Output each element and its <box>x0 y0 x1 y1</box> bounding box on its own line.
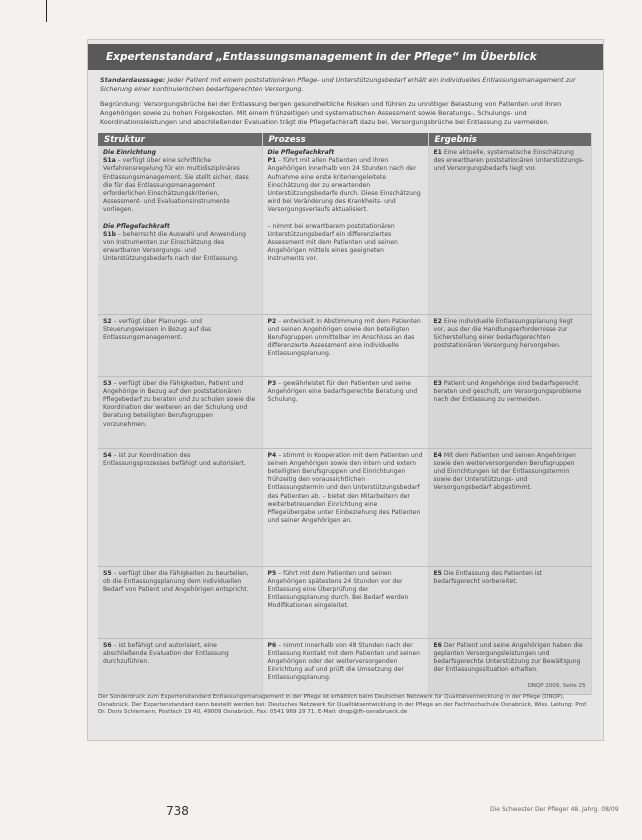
criterion-text: – beherrscht die Auswahl und Anwendung von Instrumenten zur Einschätzung des erwartbaren Versorgungs- und Unterstützungsbedarfs nach der Entlassung. <box>103 230 247 263</box>
page-number: 738 <box>166 804 189 818</box>
header-ergebnis: Ergebnis <box>428 133 591 146</box>
header-prozess: Prozess <box>262 133 428 146</box>
criterion-code: P3 <box>267 379 277 387</box>
criterion-code: S6 <box>103 641 112 649</box>
header-struktur: Struktur <box>98 133 262 146</box>
cell-paragraph <box>103 223 257 264</box>
binding-mark <box>46 0 47 22</box>
table-row <box>98 376 591 448</box>
criterion-code: S4 <box>103 451 112 459</box>
cell-prozess <box>262 314 428 376</box>
cell-paragraph <box>434 149 586 174</box>
table-citation: DNQP 2009, Seite 25 <box>527 683 586 690</box>
table-row <box>98 314 591 376</box>
cell-prozess <box>262 638 428 694</box>
table-row <box>98 146 591 314</box>
rationale-text: Begründung: Versorgungsbrüche bei der Entlassung bergen gesundheitliche Risiken und führen zu unnötiger Belastung von Patienten und ihren Angehörigen sowie zu hohen Folgekosten. Mit einem frühzeitigen und systematischen Assessment sowie Beratungs-, Schulungs- und Koordinationsleistungen und abschließender Evaluation trägt die Pflegefachkraft dazu bei, Versorgungsbrüche bei Entlassung zu vermeiden. <box>100 100 562 126</box>
criterion-code: P1 <box>267 157 277 165</box>
cell-ergebnis <box>428 376 591 448</box>
criterion-text: – verfügt über eine schriftliche Verfahrensregelung für ein multidisziplinäres Entlassungsmanagement. Sie stellt sicher, dass die für das Entlassungsmanagement erforderlichen Einschätzungskriterien, Assessment- und Evaluationsinstrumente vorliegen. <box>103 157 249 214</box>
criterion-code: P6 <box>267 641 277 649</box>
criterion-text: Eine aktuelle, systematische Einschätzung des erwartbaren poststationären Unterstützungs- und Versorgungsbedarfs liegt vor. <box>433 149 585 173</box>
cell-paragraph <box>268 642 423 683</box>
criterion-text: – nimmt innerhalb von 48 Stunden nach der Entlassung Kontakt mit dem Patienten und seinen Angehörigen oder der weiterversorgenden Einrichtung auf und prüft die Umsetzung der Entlassungsplanung. <box>267 641 421 682</box>
criterion-text: – nimmt bei erwartbarem poststationären Unterstützungsbedarf ein differenziertes Assessment mit dem Patienten und seinen Angehörigen mittels eines geeigneten Instruments vor. <box>267 222 398 263</box>
criterion-code: S1a <box>103 157 116 165</box>
table-row <box>98 638 591 694</box>
criterion-code: E6 <box>433 641 442 649</box>
cell-heading: Die Pflegefachkraft <box>267 149 335 156</box>
cell-ergebnis <box>428 146 591 314</box>
cell-ergebnis <box>428 638 591 694</box>
criterion-code: E1 <box>433 149 442 156</box>
cell-struktur <box>98 376 262 448</box>
criterion-code: S5 <box>103 569 112 577</box>
criterion-text: Patient und Angehörige sind bedarfsgerecht beraten und geschult, um Versorgungsprobleme nach der Entlassung zu vermeiden. <box>433 379 582 403</box>
criterion-text: Mit dem Patienten und seinen Angehörigen sowie den weiterversorgenden Berufsgruppen und Einrichtungen ist der Entlassungstermin sowie der Unterstützungs- und Versorgungsbedarf abgestimmt. <box>433 451 576 492</box>
criterion-code: E4 <box>433 451 442 459</box>
criterion-text: – ist zur Koordination des Entlassungsprozesses befähigt und autorisiert. <box>103 451 246 467</box>
footer-note: Der Sonderdruck zum Expertenstandard Entlassungsmanagement in der Pflege ist erhältlich beim Deutschen Netzwerk für Qualitätsentwicklung in der Pflege (DNQP), Osnabrück. Der Expertenstandard kann bestellt werden bei: Deutsches Netzwerk für Qualitätsentwicklung in der Pflege an der Fachhochschule Osnabrück, Wiss. Leitung: Prof. Dr. Doris Schiemann, Postfach 19 40, 49009 Osnabrück, Fax: 0541 969 29 71, E-Mail: dnqp@fh-osnabrueck.de <box>98 694 588 716</box>
criterion-code: P5 <box>267 569 277 577</box>
cell-heading: Die Einrichtung <box>103 149 156 156</box>
cell-paragraph <box>268 318 423 359</box>
cell-prozess <box>262 448 428 566</box>
cell-paragraph <box>103 452 257 468</box>
criterion-code: S1b <box>103 230 116 238</box>
criterion-text: – verfügt über die Fähigkeiten, Patient und Angehörige in Bezug auf den poststationären Pflegebedarf zu beraten und zu schulen sowie die Koordination der weiteren an der Schulung und Beratung beteiligten Berufsgruppen vorzunehmen. <box>103 379 256 428</box>
cell-paragraph <box>103 642 257 667</box>
cell-struktur <box>98 448 262 566</box>
cell-struktur <box>98 566 262 638</box>
criterion-text: Der Patient und seine Angehörigen haben die geplanten Versorgungsleistungen und bedarfsgerechte Unterstützung zur Bewältigung der Entlassungssituation erhalten. <box>433 641 583 674</box>
criterion-text: – führt mit allen Patienten und ihren Angehörigen innerhalb von 24 Stunden nach der Aufnahme eine erste kriteriengeleitete Einschätzung der zu erwartenden Unterstützungsbedarfe durch. Diese Einschätzung wird bei Veränderung des Krankheits- und Versorgungsverlaufs aktualisiert. <box>267 157 421 214</box>
cell-paragraph <box>434 452 586 493</box>
standard-label: Standardaussage: <box>100 76 166 84</box>
running-footer: Die Schwester Der Pfleger 48. Jahrg. 08/09 <box>490 806 619 813</box>
cell-struktur <box>98 146 262 314</box>
criterion-code: P2 <box>267 317 277 325</box>
criterion-text: – verfügt über Planungs- und Steuerungswissen in Bezug auf das Entlassungsmanagement. <box>103 317 212 341</box>
cell-paragraph <box>103 318 257 343</box>
criterion-code: S3 <box>103 379 112 387</box>
standard-text: Jeder Patient mit einem poststationären Pflege- und Unterstützungsbedarf erhält ein individuelles Entlassungsmanagement zur Sicherung einer kontinuierlichen bedarfsgerechten Versorgung. <box>100 76 576 93</box>
cell-paragraph <box>103 149 257 215</box>
criterion-text: Die Entlassung des Patienten ist bedarfsgerecht vorbereitet. <box>433 569 543 585</box>
cell-paragraph <box>268 149 423 215</box>
criterion-text: Eine individuelle Entlassungsplanung liegt vor, aus der die Handlungserfordernisse zur Sicherstellung einer bedarfsgerechten poststationären Versorgung hervorgehen. <box>433 317 573 350</box>
criterion-code: E3 <box>433 379 442 387</box>
criterion-text: – verfügt über die Fähigkeiten zu beurteilen, ob die Entlassungsplanung dem individuellen Bedarf von Patient und Angehörigen entspricht. <box>103 569 249 593</box>
criterion-text: – gewährleistet für den Patienten und seine Angehörigen eine bedarfsgerechte Beratung und Schulung. <box>267 379 418 403</box>
criterion-code: E5 <box>433 569 442 577</box>
cell-ergebnis <box>428 448 591 566</box>
cell-paragraph <box>434 570 586 586</box>
table-row <box>98 566 591 638</box>
cell-paragraph <box>268 223 423 264</box>
table-row <box>98 448 591 566</box>
criterion-text: – führt mit dem Patienten und seinen Angehörigen spätestens 24 Stunden vor der Entlassung eine Überprüfung der Entlassungsplanung durch. Bei Bedarf werden Modifikationen eingeleitet. <box>267 569 409 610</box>
criterion-text: – entwickelt in Abstimmung mit dem Patienten und seinen Angehörigen sowie den beteiligten Berufsgruppen unmittelbar im Anschluss an das differenzierte Assessment eine individuelle Entlassungsplanung. <box>267 317 421 358</box>
cell-struktur <box>98 314 262 376</box>
cell-prozess <box>262 376 428 448</box>
criterion-code: E2 <box>433 317 442 325</box>
cell-paragraph <box>268 452 423 526</box>
criterion-text: – ist befähigt und autorisiert, eine abschließende Evaluation der Entlassung durchzuführen. <box>103 641 229 665</box>
criterion-code: P4 <box>267 451 277 459</box>
cell-prozess <box>262 146 428 314</box>
cell-paragraph <box>268 570 423 611</box>
standard-statement <box>100 76 591 94</box>
cell-ergebnis <box>428 314 591 376</box>
intro-section <box>88 70 603 127</box>
cell-prozess <box>262 566 428 638</box>
cell-paragraph <box>103 380 257 429</box>
criterion-code: S2 <box>103 317 112 325</box>
cell-paragraph <box>434 642 586 675</box>
page-title: Expertenstandard „Entlassungsmanagement in der Pflege“ im Überblick <box>88 44 603 70</box>
cell-paragraph <box>268 380 423 405</box>
cell-heading: Die Pflegefachkraft <box>103 222 170 230</box>
cell-paragraph <box>434 318 586 351</box>
table-header-row <box>98 133 591 146</box>
document-page <box>88 40 603 740</box>
cell-paragraph <box>103 570 257 595</box>
cell-paragraph <box>434 380 586 405</box>
criterion-text: – stimmt in Kooperation mit dem Patienten und seinen Angehörigen sowie den intern und extern beteiligten Berufsgruppen und Einrichtungen frühzeitig den voraussichtlichen Entlassungstermin und den Unterstützungsbedarf des Patienten ab. – bietet den Mitarbeitern der weiterbetreuenden Einrichtung eine Pflegeübergabe unter Einbeziehung des Patienten und seiner Angehörigen an. <box>267 451 423 525</box>
standard-table <box>98 133 592 695</box>
cell-struktur <box>98 638 262 694</box>
cell-ergebnis <box>428 566 591 638</box>
